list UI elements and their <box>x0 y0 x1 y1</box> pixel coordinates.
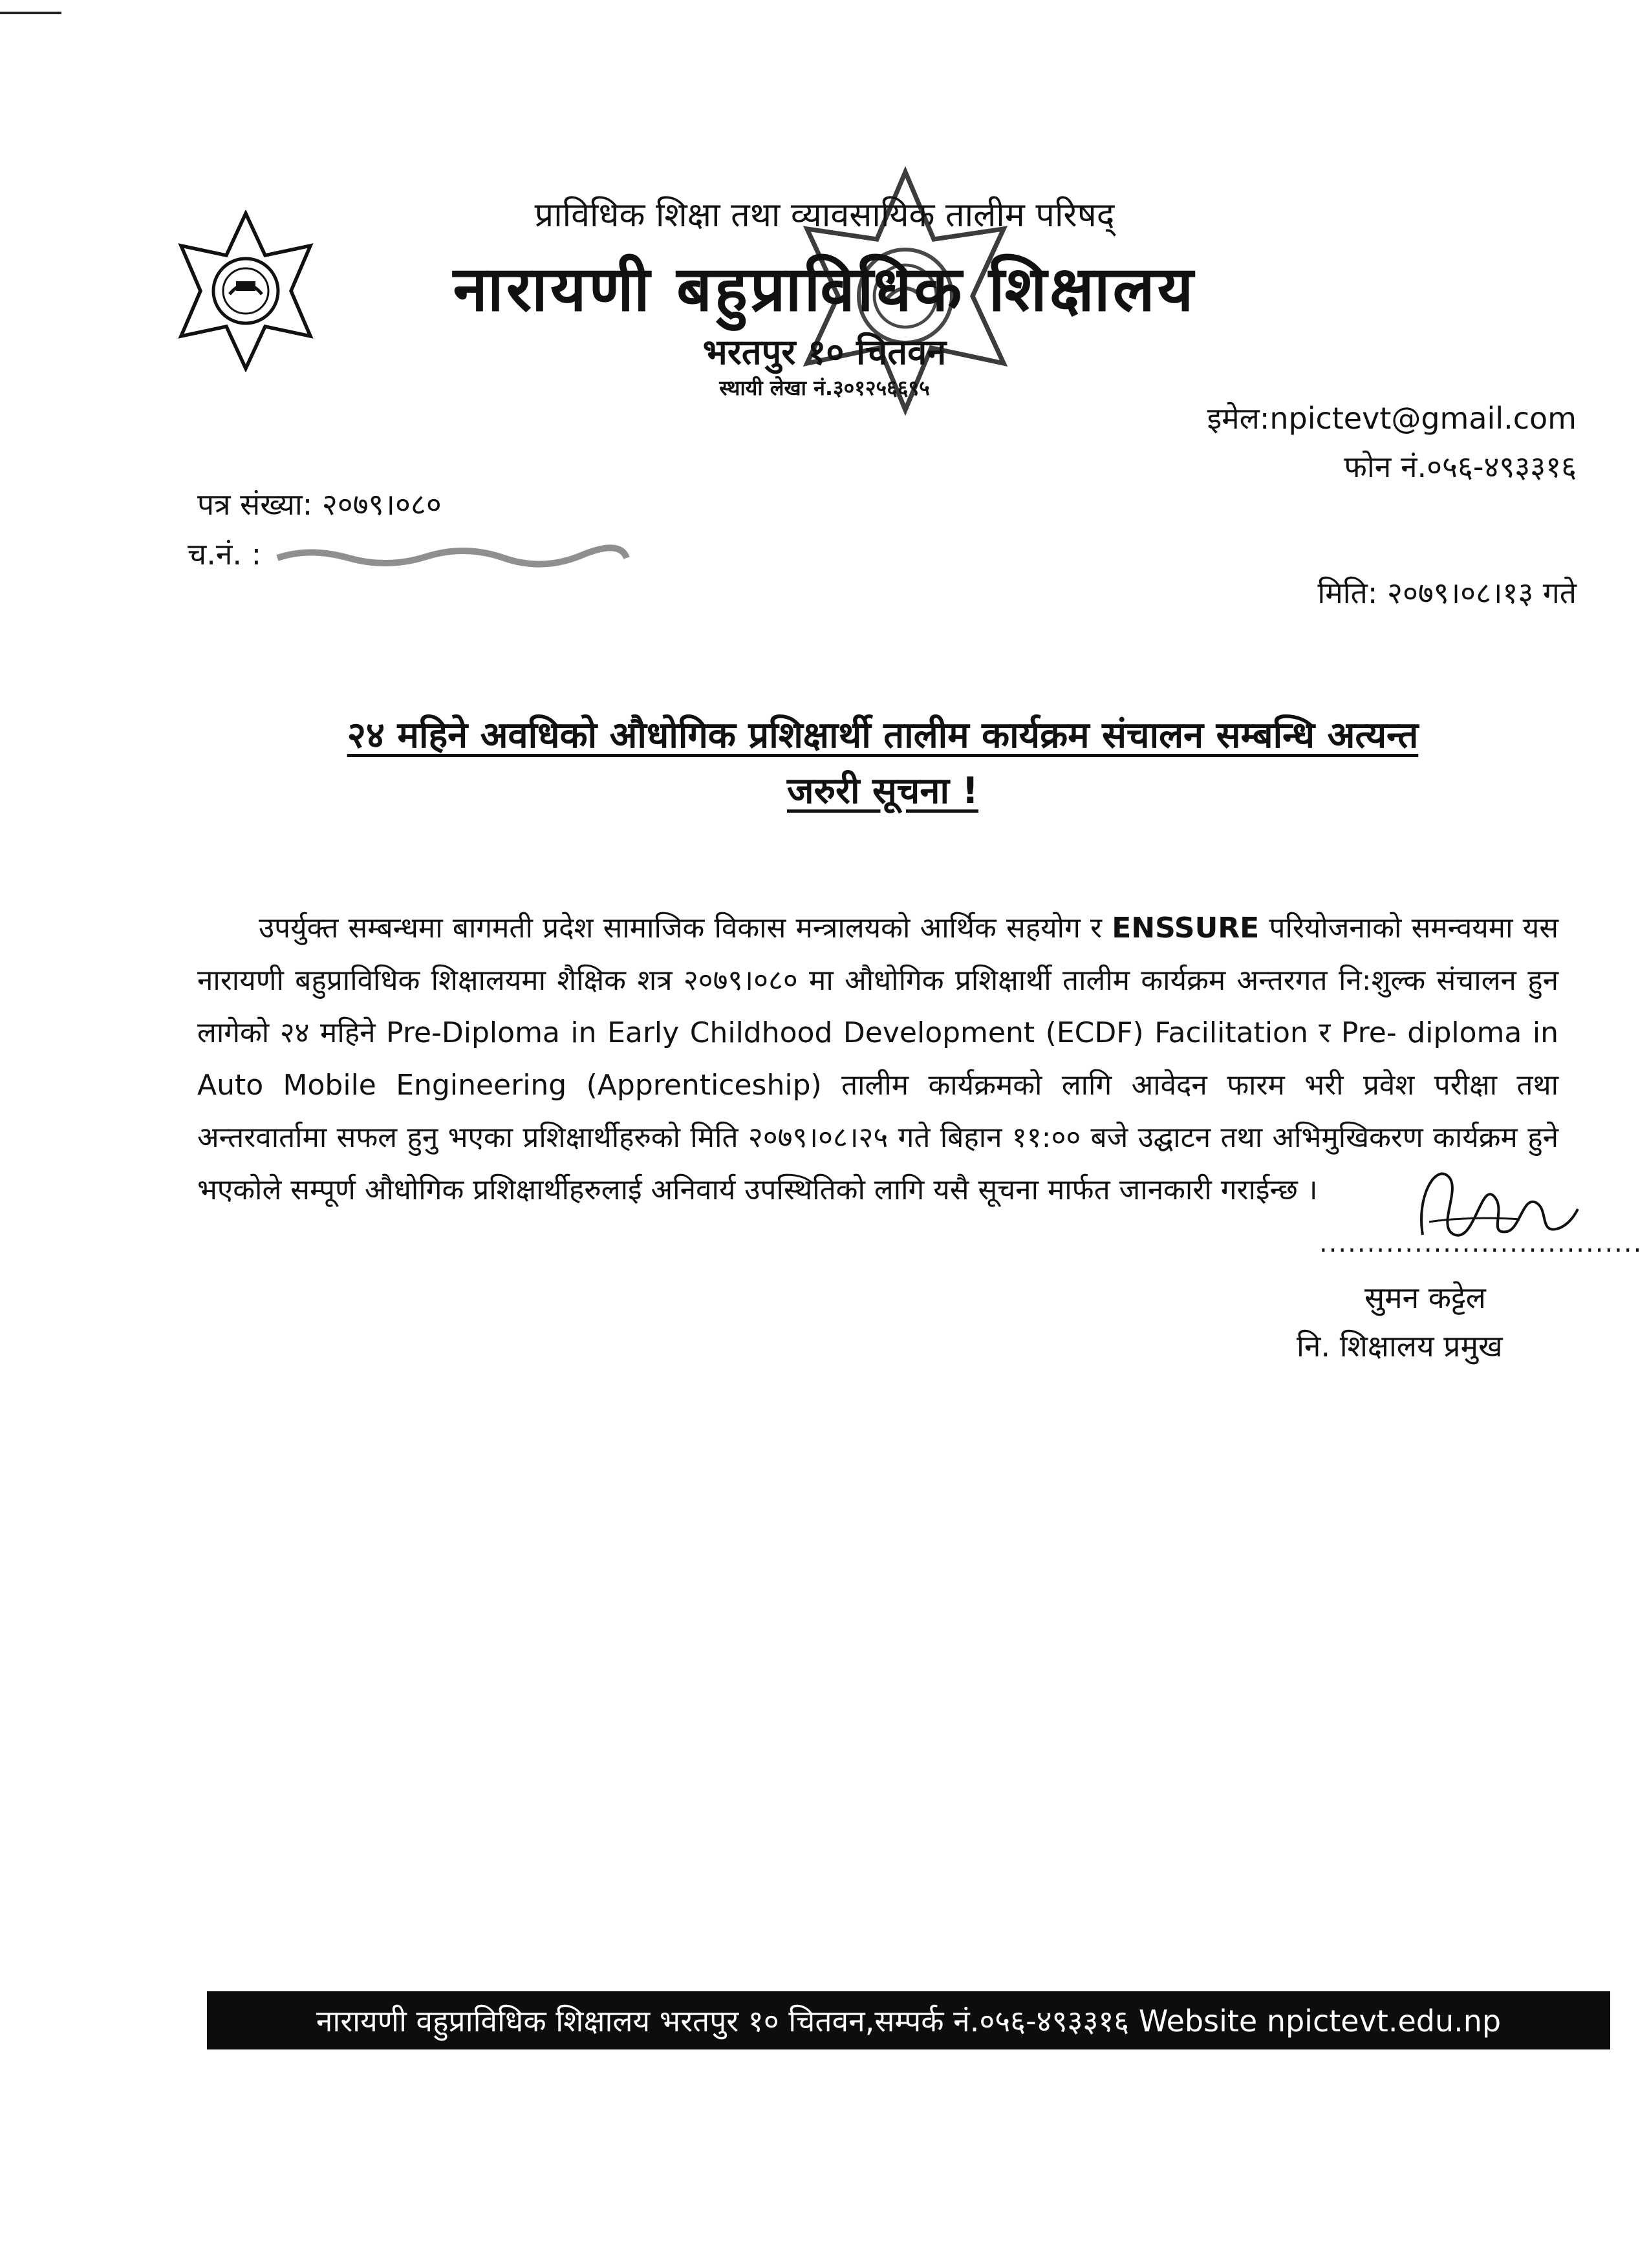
redacted-scribble-icon <box>271 544 633 570</box>
footer-contact-bar: नारायणी वहुप्राविधिक शिक्षालय भरतपुर १० चितवन,सम्पर्क नं.०५६-४९३३१६ Website npictevt.edu.np <box>207 1991 1610 2049</box>
letter-date: मिति: २०७९।०८।१३ गते <box>1317 575 1577 610</box>
contact-email: इमेल:npictevt@gmail.com <box>1207 401 1577 436</box>
notice-title-line-1: २४ महिने अवधिको औधोगिक प्रशिक्षार्थी तालीम कार्यक्रम संचालन सम्बन्धि अत्यन्त <box>347 714 1419 756</box>
notice-body-part-2: परियोजनाको समन्वयमा यस नारायणी बहुप्राविधिक शिक्षालयमा शैक्षिक शत्र २०७९।०८० मा औधोगिक प्रशिक्षार्थी तालीम कार्यक्रम अन्तरगत नि:शुल्क संचालन हुन लागेको २४ महिने Pre-Diploma in Early Childhood Development (ECDF) Facilitation र Pre- diploma in Auto Mobile Engineering (Apprenticeship) तालीम कार्यक्रमको लागि आवेदन फारम भरी प्रवेश परीक्षा तथा अन्तरवार्तामा सफल हुनु भएका प्रशिक्षार्थीहरुको मिति २०७९।०८।२५ गते बिहान ११:०० बजे उद्घाटन तथा अभिमुखिकरण कार्यक्रम हुने भएकोले सम्पूर्ण औधोगिक प्रशिक्षार्थीहरुलाई अनिवार्य उपस्थितिको लागि यसै सूचना मार्फत जानकारी गराईन्छ । <box>197 912 1558 1206</box>
reference-number: पत्र संख्या: २०७९।०८० <box>197 487 442 522</box>
notice-body-part-1: उपर्युक्त सम्बन्धमा बागमती प्रदेश सामाजिक विकास मन्त्रालयको आर्थिक सहयोग र <box>259 912 1103 945</box>
account-number: स्थायी लेखा नं.३०१२५६६९५ <box>719 376 930 400</box>
notice-body <box>197 902 1558 1216</box>
notice-title <box>213 708 1552 819</box>
signature-line: .................................. <box>1319 1228 1643 1258</box>
dispatch-number-label: च.नं. : <box>188 537 262 572</box>
dispatch-number <box>188 533 633 573</box>
notice-body-bold: ENSSURE <box>1112 912 1260 945</box>
notice-title-line-2: जरुरी सूचना ! <box>787 770 978 812</box>
signatory-name: सुमन कट्टेल <box>1364 1280 1486 1315</box>
council-name: प्राविधिक शिक्षा तथा व्यावसायिक तालीम परिषद् <box>534 196 1115 235</box>
college-name: नारायणी बहुप्राविधिक शिक्षालय <box>453 253 1196 325</box>
college-address: भरतपुर १० चितवन <box>702 332 947 372</box>
contact-phone: फोन नं.०५६-४९३३१६ <box>1344 449 1577 484</box>
scan-mark <box>0 12 61 14</box>
signatory-title: नि. शिक्षालय प्रमुख <box>1297 1329 1503 1364</box>
